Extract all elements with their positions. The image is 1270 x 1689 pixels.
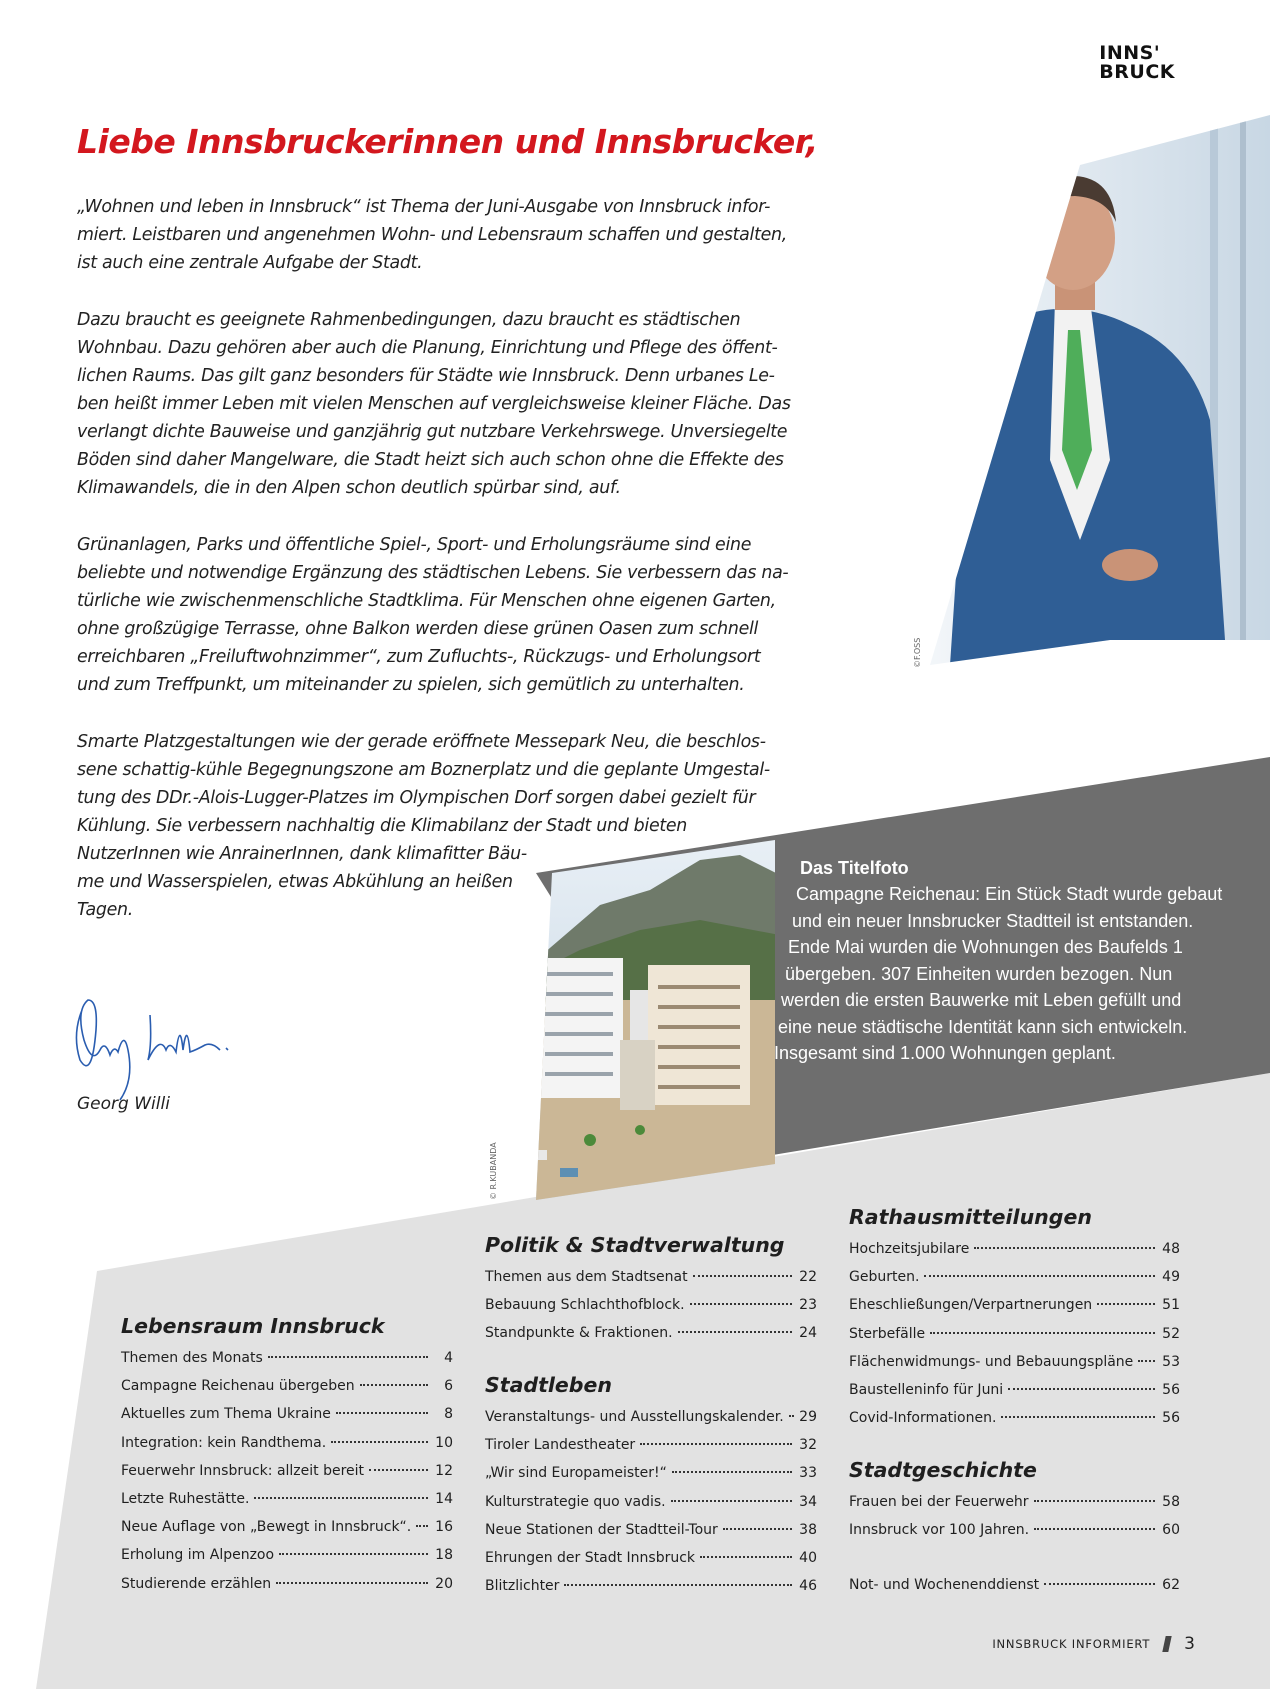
toc-entry[interactable]	[485, 1572, 817, 1600]
toc-entry-page: 16	[435, 1519, 453, 1536]
toc-entry[interactable]	[849, 1348, 1180, 1376]
toc-entry[interactable]	[121, 1372, 453, 1400]
toc-entry-page: 34	[799, 1493, 817, 1510]
toc-leader	[1034, 1500, 1155, 1502]
toc-entry[interactable]	[485, 1544, 817, 1572]
toc-leader	[564, 1584, 792, 1586]
toc-entry[interactable]	[849, 1404, 1180, 1432]
letter-line: sene schattig-kühle Begegnungszone am Boznerplatz und die geplante Umgestal-	[77, 760, 770, 780]
logo-line-2: BRUCK	[1099, 61, 1175, 83]
toc-entry-page: 18	[435, 1547, 453, 1564]
toc-entry[interactable]	[849, 1263, 1180, 1291]
toc-entry-title: Veranstaltungs- und Ausstellungskalender.	[485, 1409, 784, 1425]
toc-heading: Politik & Stadtverwaltung	[485, 1233, 785, 1257]
toc-leader	[331, 1441, 428, 1443]
logo-line-1: INNS'	[1099, 42, 1161, 64]
toc-leader	[268, 1356, 428, 1358]
toc-leader	[678, 1331, 792, 1333]
toc-leader	[1097, 1303, 1155, 1305]
letter-line: Wohnbau. Dazu gehören aber auch die Planung, Einrichtung und Pflege des öffent-	[77, 338, 778, 358]
caption-line: Campagne Reichenau: Ein Stück Stadt wurde gebaut	[796, 884, 1223, 904]
caption-title: Das Titelfoto	[800, 858, 909, 878]
letter-line: erreichbaren „Freiluftwohnzimmer“, zum Zufluchts-, Rückzugs- und Erholungsort	[77, 647, 761, 667]
toc-entry-title: Neue Auflage von „Bewegt in Innsbruck“.	[121, 1519, 412, 1536]
toc-entry[interactable]	[849, 1571, 1180, 1599]
toc-entry-title: Feuerwehr Innsbruck: allzeit bereit	[121, 1462, 365, 1479]
letter-line: türliche wie zwischenmenschliche Stadtklima. Für Menschen ohne eigenen Garten,	[77, 591, 776, 611]
letter-line: und zum Treffpunkt, um miteinander zu spielen, sich gemütlich zu unterhalten.	[77, 675, 745, 695]
toc-entry-page: 56	[1162, 1382, 1180, 1399]
letter-line: Böden sind daher Mangelware, die Stadt heizt sich auch schon ohne die Effekte des	[77, 450, 784, 470]
toc-entry-title: Tiroler Landestheater	[485, 1437, 636, 1454]
toc-entry-title: Covid-Informationen.	[849, 1410, 997, 1427]
toc-entry[interactable]	[485, 1431, 817, 1459]
toc-entry-page: 58	[1162, 1494, 1180, 1510]
toc-entry-page: 51	[1162, 1297, 1180, 1314]
toc-heading: Stadtgeschichte	[849, 1458, 1037, 1482]
toc-entry-title: Themen des Monats	[121, 1350, 263, 1366]
letter-line: ben heißt immer Leben mit vielen Menschen auf vergleichsweise kleiner Fläche. Das	[77, 394, 791, 414]
toc-entry[interactable]	[485, 1488, 817, 1516]
toc-entry-page: 24	[799, 1325, 817, 1342]
toc-entry-page: 32	[799, 1437, 817, 1454]
letter-line: Dazu braucht es geeignete Rahmenbedingungen, dazu braucht es städtischen	[77, 310, 741, 330]
toc-entry-title: Letzte Ruhestätte.	[121, 1491, 250, 1508]
letter-paragraph	[77, 306, 791, 502]
toc-section-politik	[485, 1233, 817, 1348]
toc-entry[interactable]	[485, 1291, 817, 1319]
toc-leader	[336, 1412, 428, 1414]
toc-leader	[276, 1582, 428, 1584]
toc-entry[interactable]	[849, 1235, 1180, 1263]
toc-entry-page: 52	[1162, 1325, 1180, 1342]
page-footer	[992, 1634, 1195, 1654]
portrait-photo	[920, 110, 1270, 670]
toc-leader	[924, 1275, 1155, 1277]
toc-entry-page: 33	[799, 1465, 817, 1482]
toc-leader	[1138, 1360, 1155, 1362]
toc-entry[interactable]	[485, 1319, 817, 1347]
toc-leader	[690, 1303, 792, 1305]
letter-line: ist auch eine zentrale Aufgabe der Stadt.	[77, 253, 423, 273]
toc-leader	[974, 1247, 1155, 1249]
toc-entry[interactable]	[485, 1263, 817, 1291]
toc-leader	[930, 1332, 1155, 1334]
toc-entry-title: Baustelleninfo für Juni	[849, 1382, 1004, 1399]
toc-leader	[279, 1553, 428, 1555]
toc-entry-title: Integration: kein Randthema.	[121, 1434, 327, 1451]
caption-line: Insgesamt sind 1.000 Wohnungen geplant.	[774, 1043, 1116, 1063]
toc-leader	[672, 1471, 792, 1473]
caption-line: werden die ersten Bauwerke mit Leben gefüllt und	[781, 990, 1182, 1010]
toc-entry[interactable]	[121, 1485, 453, 1513]
letter-line: ohne großzügige Terrasse, ohne Balkon werden diese grünen Oasen zum schnell	[77, 619, 759, 639]
toc-leader	[1044, 1583, 1155, 1585]
toc-leader	[254, 1497, 428, 1499]
toc-entry[interactable]	[121, 1457, 453, 1485]
toc-entry[interactable]	[121, 1400, 453, 1428]
toc-entry-page: 60	[1162, 1522, 1180, 1539]
toc-entry[interactable]	[849, 1488, 1180, 1516]
toc-entry-title: Hochzeitsjubilare	[849, 1241, 970, 1257]
letter-line: Grünanlagen, Parks und öffentliche Spiel-, Sport- und Erholungsräume sind eine	[77, 535, 752, 555]
toc-entry-title: Neue Stationen der Stadtteil-Tour	[485, 1521, 718, 1538]
toc-entry-page: 20	[435, 1575, 453, 1592]
toc-section-rathaus	[849, 1205, 1180, 1432]
toc-entry[interactable]	[121, 1429, 453, 1457]
toc-entry-title: Innsbruck vor 100 Jahren.	[849, 1522, 1030, 1539]
letter-line: Kühlung. Sie verbessern nachhaltig die Klimabilanz der Stadt und bieten	[77, 816, 687, 836]
letter-line: miert. Leistbaren und angenehmen Wohn- und Lebensraum schaffen und gestalten,	[77, 225, 787, 245]
toc-entry-page: 46	[799, 1578, 817, 1595]
toc-entry-page: 49	[1162, 1269, 1180, 1286]
toc-entry-page: 40	[799, 1550, 817, 1567]
toc-heading: Lebensraum Innsbruck	[121, 1314, 385, 1338]
toc-entry[interactable]	[849, 1516, 1180, 1544]
toc-leader	[369, 1469, 428, 1471]
toc-entry-title: Frauen bei der Feuerwehr	[849, 1494, 1029, 1510]
toc-entry-title: Eheschließungen/Verpartnerungen	[849, 1297, 1093, 1314]
toc-entry-page: 22	[799, 1269, 817, 1285]
toc-entry-title: Themen aus dem Stadtsenat	[485, 1269, 688, 1285]
toc-entry-title: Aktuelles zum Thema Ukraine	[121, 1406, 331, 1423]
caption-line: Ende Mai wurden die Wohnungen des Baufelds 1	[788, 937, 1183, 957]
toc-heading: Rathausmitteilungen	[849, 1205, 1092, 1229]
letter-paragraph	[77, 728, 770, 924]
letter-line: beliebte und notwendige Ergänzung des städtischen Lebens. Sie verbessern das na-	[77, 563, 789, 583]
toc-leader	[693, 1275, 792, 1277]
toc-entry-title: Ehrungen der Stadt Innsbruck	[485, 1550, 696, 1567]
letter-line: „Wohnen und leben in Innsbruck“ ist Thema der Juni-Ausgabe von Innsbruck infor-	[77, 197, 771, 217]
letter-paragraph	[77, 531, 789, 699]
toc-entry-page: 62	[1162, 1577, 1180, 1593]
caption-line: eine neue städtische Identität kann sich entwickeln.	[778, 1016, 1188, 1037]
toc-entry-page: 29	[799, 1409, 817, 1425]
toc-entry-page: 53	[1162, 1353, 1180, 1370]
toc-entry[interactable]	[121, 1570, 453, 1598]
toc-leader	[640, 1443, 792, 1445]
toc-entry-title: Geburten.	[849, 1269, 920, 1286]
toc-leader	[360, 1384, 428, 1386]
toc-leader	[416, 1525, 428, 1527]
signature-graphic	[76, 1000, 228, 1100]
toc-leader	[789, 1415, 792, 1417]
toc-entry-page: 48	[1162, 1241, 1180, 1257]
toc-entry[interactable]	[485, 1403, 817, 1431]
toc-leader	[1008, 1388, 1155, 1390]
caption-line: übergeben. 307 Einheiten wurden bezogen. Nun	[785, 963, 1173, 984]
toc-entry-page: 23	[799, 1297, 817, 1314]
toc-leader	[1001, 1416, 1155, 1418]
letter-line: NutzerInnen wie AnrainerInnen, dank klimafitter Bäu-	[77, 844, 527, 864]
letter-line: Smarte Platzgestaltungen wie der gerade eröffnete Messepark Neu, die beschlos-	[77, 732, 766, 752]
logo	[1099, 44, 1175, 82]
toc-entry-page: 8	[444, 1406, 453, 1423]
toc-leader	[723, 1528, 792, 1530]
toc-entry-page: 38	[799, 1521, 817, 1538]
caption-line: und ein neuer Innsbrucker Stadtteil ist entstanden.	[792, 910, 1194, 931]
toc-entry-title: Erholung im Alpenzoo	[121, 1547, 275, 1564]
toc-entry[interactable]	[121, 1344, 453, 1372]
cover-credit: © R.KUBANDA	[489, 1142, 498, 1200]
toc-entry-title: Bebauung Schlachthofblock.	[485, 1297, 685, 1314]
toc-entry-title: Standpunkte & Fraktionen.	[485, 1325, 673, 1342]
toc-section-stadtleben	[485, 1373, 817, 1600]
toc-entry[interactable]	[121, 1541, 453, 1569]
letter-line: tung des DDr.-Alois-Lugger-Platzes im Olympischen Dorf sorgen dabei gezielt für	[77, 788, 756, 808]
toc-entry-title: Sterbefälle	[849, 1325, 926, 1342]
letter-line: me und Wasserspielen, etwas Abkühlung an heißen	[77, 872, 513, 892]
toc-entry-title: Kulturstrategie quo vadis.	[485, 1493, 666, 1510]
cover-caption	[758, 858, 1238, 1067]
letter-paragraph	[77, 193, 787, 277]
toc-entry-title: Not- und Wochenenddienst	[849, 1577, 1040, 1593]
toc-leader	[671, 1500, 792, 1502]
toc-leader	[700, 1556, 792, 1558]
toc-entry[interactable]	[121, 1513, 453, 1541]
footer-slash-mark	[1162, 1636, 1171, 1652]
letter-line: Tagen.	[77, 900, 133, 920]
toc-section-stadtgeschichte	[849, 1458, 1180, 1544]
toc-entry[interactable]	[849, 1376, 1180, 1404]
toc-heading: Stadtleben	[485, 1373, 612, 1397]
toc-entry-page: 14	[435, 1491, 453, 1508]
toc-section-lebensraum	[121, 1314, 453, 1598]
toc-entry-page: 10	[435, 1434, 453, 1451]
toc-entry[interactable]	[485, 1459, 817, 1487]
toc-entry-page: 6	[444, 1378, 453, 1395]
toc-entry[interactable]	[485, 1516, 817, 1544]
toc-entry-title: Blitzlichter	[485, 1578, 560, 1595]
page-number: 3	[1184, 1634, 1195, 1654]
toc-entry-page: 4	[444, 1350, 453, 1366]
signature-name: Georg Willi	[77, 1094, 170, 1114]
toc-entry-title: Studierende erzählen	[121, 1575, 272, 1592]
footer-label: INNSBRUCK INFORMIERT	[992, 1637, 1151, 1651]
letter-line: verlangt dichte Bauweise und ganzjährig gut nutzbare Verkehrswege. Unversiegelte	[77, 422, 788, 442]
toc-leader	[1034, 1528, 1155, 1530]
letter-headline: Liebe Innsbruckerinnen und Innsbrucker,	[77, 122, 818, 161]
toc-entry[interactable]	[849, 1320, 1180, 1348]
letter-line: Klimawandels, die in den Alpen schon deutlich spürbar sind, auf.	[77, 478, 621, 498]
toc-entry-title: Flächenwidmungs- und Bebauungspläne	[849, 1353, 1134, 1370]
letter-line: lichen Raums. Das gilt ganz besonders für Städte wie Innsbruck. Denn urbanes Le-	[77, 366, 775, 386]
toc-entry[interactable]	[849, 1291, 1180, 1319]
toc-entry-page: 12	[435, 1462, 453, 1479]
toc-entry-title: Campagne Reichenau übergeben	[121, 1378, 355, 1395]
portrait-credit: ©F.OSS	[913, 637, 922, 668]
toc-section-notdienst	[849, 1571, 1180, 1599]
toc-entry-page: 56	[1162, 1410, 1180, 1427]
toc-entry-title: „Wir sind Europameister!“	[485, 1465, 667, 1482]
